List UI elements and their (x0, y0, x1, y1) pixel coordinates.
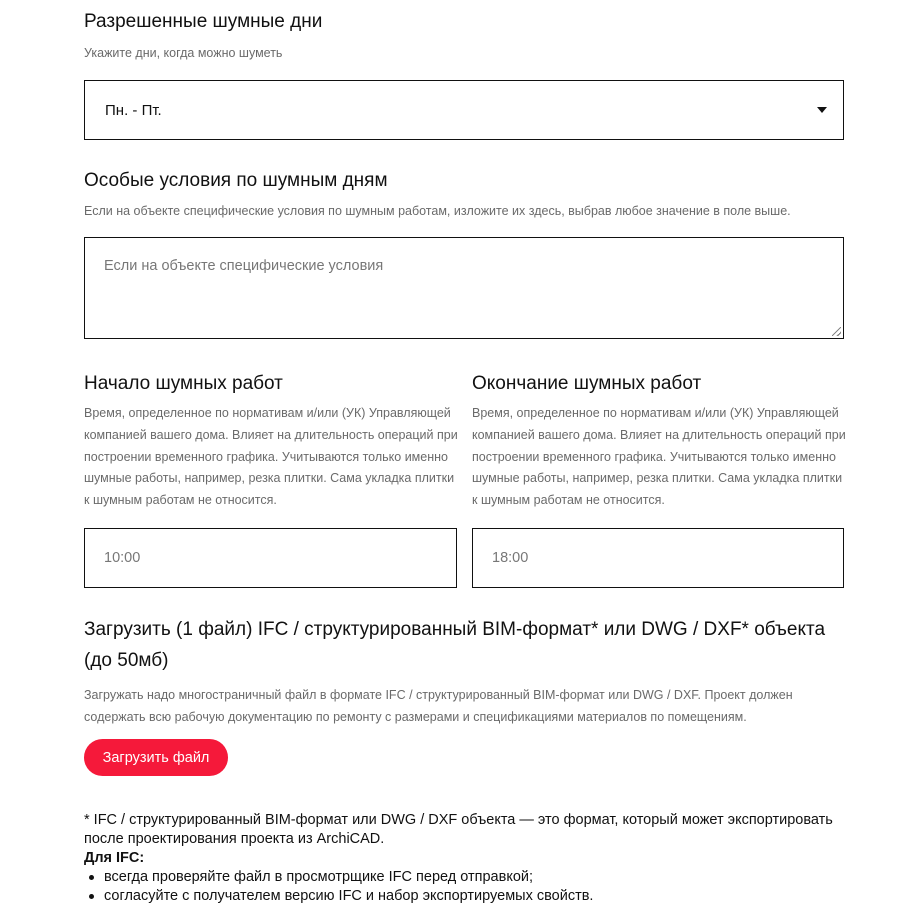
noise-start-field (84, 528, 457, 588)
special-conditions-hint: Если на объекте специфические условия по шумным работам, изложите их здесь, выбрав любое значение в поле выше. (84, 204, 791, 218)
special-conditions-section (84, 169, 844, 222)
noise-days-select-value: Пн. - Пт. (105, 101, 162, 119)
format-note-text: * IFC / структурированный BIM-формат или DWG / DXF объекта — это формат, который может экспортировать после проектирования проекта из ArchiCAD. (84, 812, 833, 847)
caret-down-icon (817, 107, 827, 113)
noise-start-title: Начало шумных работ (84, 373, 283, 394)
resize-grip-icon[interactable] (832, 327, 841, 336)
noise-start-hint: Время, определенное по нормативам и/или (УК) Управляющей компанией вашего дома. Влияет на длительность операций при построении временного графика. Учитываются только именно шумные работы, например, резка плитки. Сама укладка плитки к шумным работам не относится. (84, 406, 458, 508)
noise-days-title: Разрешенные шумные дни (84, 11, 323, 32)
upload-hint: Загружать надо многостраничный файл в формате IFC / структурированный BIM-формат или DWG / DXF. Проект должен содержать всю рабочую документацию по ремонту с размерами и спецификациями материалов по помещениям. (84, 688, 793, 724)
noise-end-field (472, 528, 844, 588)
special-conditions-field (84, 237, 844, 339)
format-note (84, 811, 844, 906)
noise-days-hint: Укажите дни, когда можно шуметь (84, 46, 283, 60)
noise-end-section (472, 372, 846, 512)
ifc-heading: Для IFC: (84, 850, 145, 866)
upload-section (84, 614, 844, 728)
upload-file-button[interactable]: Загрузить файл (84, 739, 228, 776)
noise-days-section (84, 10, 844, 64)
ifc-list (84, 868, 844, 906)
noise-start-section (84, 372, 458, 512)
noise-end-hint: Время, определенное по нормативам и/или (УК) Управляющей компанией вашего дома. Влияет на длительность операций при построении временного графика. Учитываются только именно шумные работы, например, резка плитки. Сама укладка плитки к шумным работам не относится. (472, 406, 846, 508)
noise-end-title: Окончание шумных работ (472, 373, 702, 394)
list-item: всегда проверяйте файл в просмотрщике IFC перед отправкой; (84, 868, 844, 887)
noise-days-select[interactable] (84, 80, 844, 140)
noise-start-input[interactable] (85, 529, 456, 587)
list-item: согласуйте с получателем версию IFC и набор экспортируемых свойств. (84, 887, 844, 906)
upload-title: Загрузить (1 файл) IFC / структурированный BIM-формат* или DWG / DXF* объекта (до 50мб) (84, 619, 826, 671)
special-conditions-title: Особые условия по шумным дням (84, 170, 388, 191)
noise-end-input[interactable] (473, 529, 843, 587)
special-conditions-textarea[interactable] (85, 238, 843, 338)
